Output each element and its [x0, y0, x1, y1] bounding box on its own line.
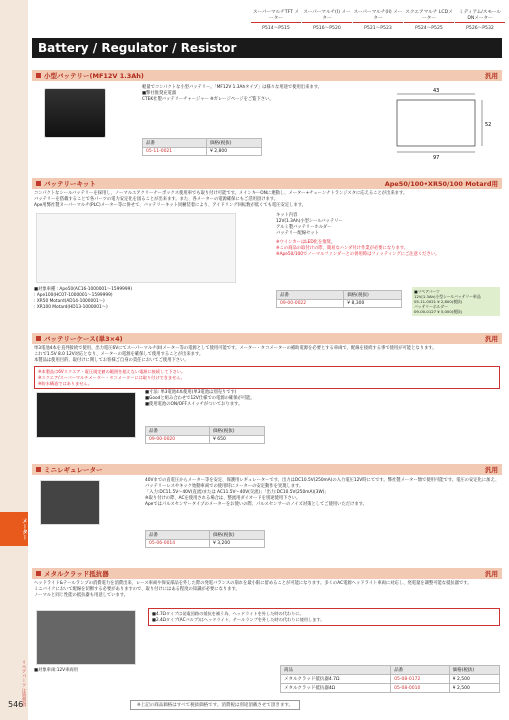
product-details: ■寸法: 単3電池4本使用(単3電池は別売りです) ■Goodと組み合わせで12V仕様での電源の確保が可能。 ■使用電池のON/OFFスイッチがついております。: [145, 390, 255, 407]
square-icon: [36, 336, 41, 341]
section-header: 小型バッテリー(MF12V 1.3Ah) 汎用: [32, 70, 502, 81]
section-header: バッテリーキット Ape50/100•XR50/100 Motard用: [32, 178, 502, 189]
section-description: 軽量でコンパクトな小型バッテリー。「MF12V 1.3Ahタイプ」は様々な用途で使用出来ます。 ■弊社推奨充電器 CTEK社製バッテリーチャージャー ※ガレージページをご覧下さい。: [142, 85, 322, 102]
kit-contents: キット内容 12V(1.3Ah)小型シールバッテリー アルミ製バッテリーホルダー バッテリー配線セット: [276, 213, 343, 236]
section-header: バッテリーケース(単3×4) 汎用: [32, 333, 502, 344]
usage-notes: ■4.7Ωタイプは発電回路の抵抗を補う為、ヘッドライトを外した時の代わりに。 ■2.4Ωタイプ(ACバルブ)はヘッドライト、テールランプを外した時の代わりに使用します。: [148, 608, 500, 626]
price-table: 商品 品番 価格(税抜) メタルクラッド抵抗器4.7Ω 05-08-0172 ¥ 2,500 メタルクラッド抵抗器4Ω 05-08-0010 ¥ 2,500: [280, 665, 500, 693]
section-description: 単3電池4本を直列接続で使用、出力電圧6Vにてスーパーマルチ(II)メーター等の電源として使用可能です。メーター・タコメーターの補助電源を必要とする車両で、配線を接続する事で使用が可能となります。 これで1.5V 8.0 12V対応となり、メーターの電源を確保して使用することが出来ます。 本製品は使用目的、取付けに関してお客様ご自身の責任においてご使用下さい。: [34, 346, 437, 363]
table-row: メタルクラッド抵抗器4.7Ω 05-08-0172 ¥ 2,500: [281, 675, 500, 684]
section-header: メタルクラッド抵抗器 汎用: [32, 568, 502, 579]
square-icon: [36, 73, 41, 78]
side-tab-repair[interactable]: リペアパーツ 注意事項: [21, 660, 26, 707]
square-icon: [36, 571, 41, 576]
dim-label: 97: [433, 155, 440, 160]
side-index-strip: [0, 0, 28, 720]
resistor-image: [36, 610, 136, 665]
square-icon: [36, 181, 41, 186]
dimension-diagram: [385, 84, 497, 160]
applicable-vehicles: ■対象車両:12V車両用: [34, 668, 78, 673]
top-nav: [250, 10, 505, 31]
price-table: 品番 価格(税抜) 09-00-0022 ¥ 8,300: [276, 290, 402, 308]
dim-label: 52: [485, 122, 492, 128]
section-description: コンパクトなシールバッテリーを採用し、ノーマルエアクリーナーボックス使用車でも取り付け可能です。メインキーONに連動し、メーター+チューンナトランジスタに応えることが出来ます。 バッテリーを搭載することで各パーツの電力安定化を図ることが出来ます。また、各メーターの電源確保にもご活用頂けます。 Ape用弊社製ヌーパーマルチ(PLC)メーター等に併せて、バッテリーキット同梱装着により、アイドリング回転数が低くても電圧安定します。: [34, 191, 408, 208]
section-description: ヘッドライト&テールランプの消費電力を消費出来、レース車両や保安部品を外した際の発電バランスの崩れを最小限に留めることが可能になります。多くのAC電源ヘッドライト車両に対応し、発電量を調整可能な抵抗器です。 ミニバイクにおいて配線を切断する必要がありますので、取り付けにはある程度の知識が必要になります。 ノーマルと同じ性能の抵抗器も用意しています。: [34, 581, 472, 598]
repair-parts-box: ■リペアパーツ 12V(1.3Ah)小型シールバッテリー単品 05-11-0021 ¥ 2,800(税抜) バッテリーホルダー 09-00-0127 ¥ 5,000(税抜): [412, 287, 500, 316]
battery-image: [44, 88, 106, 138]
dim-label: 43: [433, 88, 440, 94]
nav-item[interactable]: スクエアマルチ LCDメーター P524〜P525: [405, 10, 453, 31]
battery-case-image: [36, 392, 136, 438]
nav-item[interactable]: ミディアム/スモール DNメーター P526〜P532: [455, 10, 505, 31]
nav-item[interactable]: スーパーマルチTFT メーター P514〜P515: [251, 10, 301, 31]
warning-box: ※本製品は6Vスクエア・電圧規定値の範囲を超えない電源に接続して下さい。 ※スクエア/スーパーマルチメーター・タコメーターには取り付けできません。 ※防水構造ではありません。: [34, 366, 500, 389]
page-number: 546: [8, 700, 24, 709]
price-table: 品番 価格(税抜) 05-06-0014 ¥ 3,200: [145, 530, 265, 548]
nav-item[interactable]: スーパーマルチ(II) メーター P521〜P523: [353, 10, 403, 31]
kit-notes: ※ウインカーはLED化を推奨。 ※この商品の取付けの際、簡易なハンダ付け作業が必要になります。 ※Ape50/100でノーマルファンダーとの併用時はフィッティングにご注意ください。: [276, 240, 440, 257]
nav-item[interactable]: スーパーマルチ(I) メーター P516〜P520: [303, 10, 351, 31]
mini-regulator-image: [40, 480, 100, 525]
table-row: メタルクラッド抵抗器4Ω 05-08-0010 ¥ 2,500: [281, 684, 500, 693]
footnote: ※上記の商品価格はすべて税抜価格です。消費税は別途頂戴させて頂きます。: [130, 700, 300, 710]
side-tab-meter[interactable]: メーター: [0, 512, 28, 546]
price-table: 品番 価格(税抜) 05-11-0021 ¥ 2,800: [142, 138, 262, 156]
page-title: Battery / Regulator / Resistor: [32, 38, 502, 58]
price-table: 品番 価格(税抜) 09-00-0020 ¥ 650: [145, 426, 265, 444]
applicable-models: ■対象車種 : Ape50(AC16-1000001〜1599999) : Ape100(HC07-1000001〜1599999) : XR50 Motard(AD14-1000001〜) : XR100 Motard(HD13-1000001〜): [34, 287, 133, 310]
section-header: ミニレギュレーター 汎用: [32, 464, 502, 475]
section-description: 40Vまでの直電圧からメーター等を安定、保護用レギュレーターです。出力はDC10.5V(250mA)の入力電圧12V時にてです。弊社製メーター類で使用可能です。電圧の安定化に加え、バッテリーレスやキック始動車両での使用時にメーターの安定動作を実現します。 「入力:DC11.5V〜40V(直流)または AC11.5V〜40V(交流)」「出力:DC10.5V(250mA)(3W)」 ※取り付けの際、ACを使用される場合は、整流用ダイオードを別途使用下さい。 Apeではパルスセンサータイプのメーターをお使いの際、パルスセンサーのノイズ対策としてご使用いただけます。: [145, 478, 500, 507]
square-icon: [36, 467, 41, 472]
battery-kit-image: [36, 213, 236, 283]
